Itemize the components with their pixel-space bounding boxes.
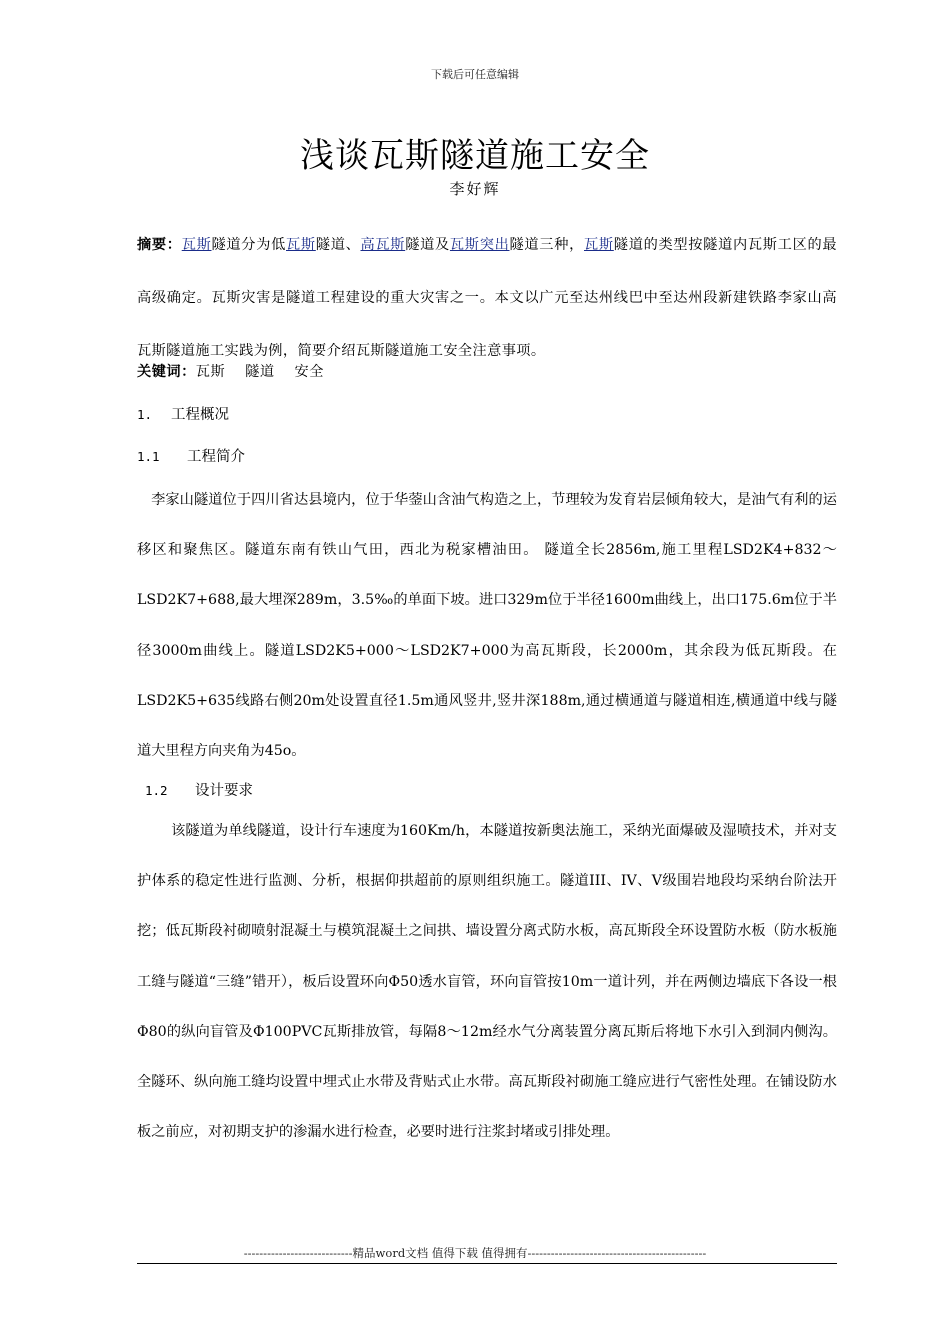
abstract-label: 摘要： (137, 237, 182, 253)
abstract-link-high-gas[interactable]: 高瓦斯 (360, 237, 406, 253)
section-title: 工程概况 (171, 407, 229, 423)
abstract-link-gas[interactable]: 瓦斯 (286, 237, 316, 253)
paragraph-text: 李家山隧道位于四川省达县境内，位于华蓥山含油气构造之上，节理较为发育岩层倾角较大，是油气有利的运移区和聚焦区。隧道东南有铁山气田，西北为税家槽油田。 隧道全长2856m,施工里程LSD2K4+832～LSD2K7+688,最大埋深289m，3.5‰的单面下坡。进口329m位于半径1600m曲线上，出口175.6m位于半径3000m曲线上。隧道LSD2K5+000～LSD2K7+000为高瓦斯段，长2000m，其余段为低瓦斯段。在LSD2K5+635线路右侧20m处设置直径1.5m通风竖井,竖井深188m,通过横通道与隧道相连,横通道中线与隧道大里程方向夹角为45o。 (137, 492, 837, 760)
paragraph-text: 该隧道为单线隧道，设计行车速度为160Km/h，本隧道按新奥法施工，采纳光面爆破及湿喷技术，并对支护体系的稳定性进行监测、分析，根据仰拱超前的原则组织施工。隧道III、IV、V级围岩地段均采纳台阶法开挖；低瓦斯段衬砌喷射混凝土与模筑混凝土之间拱、墙设置分离式防水板，高瓦斯段全环设置防水板（防水板施工缝与隧道“三缝”错开），板后设置环向Φ50透水盲管，环向盲管按10m一道计列，并在两侧边墙底下各设一根Φ80的纵向盲管及Φ100PVC瓦斯排放管，每隔8～12m经水气分离装置分离瓦斯后将地下水引入到洞内侧沟。全隧环、纵向施工缝均设置中埋式止水带及背贴式止水带。高瓦斯段衬砌施工缝应进行气密性处理。在铺设防水板之前应，对初期支护的渗漏水进行检查，必要时进行注浆封堵或引排处理。 (137, 823, 837, 1141)
abstract-text: 隧道、 (315, 237, 361, 253)
keyword: 瓦斯 (195, 364, 226, 380)
section-heading (145, 779, 253, 800)
abstract-link-gas[interactable]: 瓦斯 (584, 237, 614, 253)
abstract-text: 隧道三种， (509, 237, 584, 253)
document-title: 浅谈瓦斯隧道施工安全 (300, 136, 650, 176)
abstract-text: 隧道分为低 (211, 237, 286, 253)
keyword: 安全 (294, 364, 324, 380)
abstract-text: 隧道及 (405, 237, 450, 253)
keyword: 隧道 (245, 364, 275, 380)
section-number: 1.2 (145, 783, 168, 798)
page-footer: ----------------------------精品word文档 值得下载 值得拥有---------------------------------------------- (243, 1246, 707, 1260)
author-name: 李好辉 (449, 180, 501, 198)
section-heading (137, 445, 245, 466)
abstract-link-gas[interactable]: 瓦斯 (181, 237, 212, 253)
section-number: 1.1 (137, 449, 160, 464)
paragraph (137, 806, 837, 1157)
paragraph (137, 475, 837, 776)
section-title: 设计要求 (195, 783, 253, 799)
footer-rule (137, 1263, 837, 1264)
keywords (137, 361, 837, 381)
abstract-link-gas-outburst[interactable]: 瓦斯突出 (449, 237, 510, 253)
section-title: 工程简介 (187, 449, 245, 465)
section-number: 1. (137, 407, 153, 422)
section-heading (137, 403, 229, 424)
abstract (137, 219, 837, 378)
page-header: 下载后可任意编辑 (431, 68, 519, 81)
keywords-label: 关键词： (137, 364, 196, 380)
abstract-text: 隧道的类型按隧道内瓦斯工区的最高级确定。瓦斯灾害是隧道工程建设的重大灾害之一。本文以广元至达州线巴中至达州段新建铁路李家山高瓦斯隧道施工实践为例，简要介绍瓦斯隧道施工安全注意事项。 (137, 237, 837, 359)
